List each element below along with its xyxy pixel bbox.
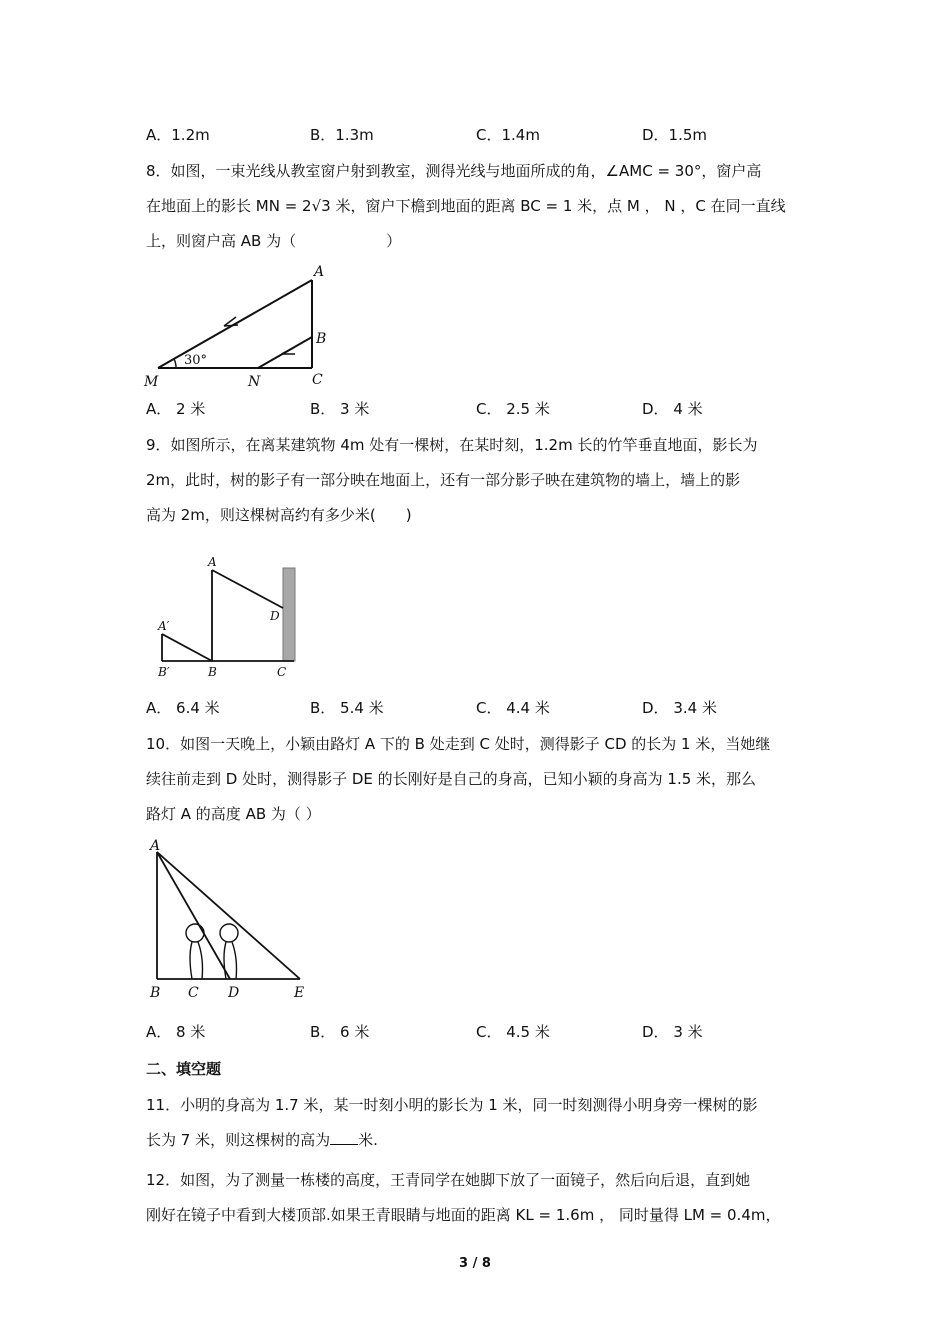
q10-options xyxy=(146,1021,846,1045)
q10-label-d: D xyxy=(228,985,240,1001)
q8-label-angle: 30° xyxy=(184,353,208,368)
q8-question xyxy=(146,154,811,259)
q10-question xyxy=(146,727,811,832)
q9-option-b[interactable]: B． 5.4 米 xyxy=(310,699,384,717)
q9-label-a: A xyxy=(208,555,217,569)
q10-option-d[interactable]: D． 3 米 xyxy=(642,1023,703,1041)
q10-option-c[interactable]: C． 4.5 米 xyxy=(476,1023,550,1041)
q10-label-e: E xyxy=(294,985,305,1001)
q8-line-2: 在地面上的影长 MN = 2√3 米，窗户下檐到地面的距离 BC = 1 米，点 M ， N ，C 在同一直线 xyxy=(146,197,786,215)
q9-option-c[interactable]: C． 4.4 米 xyxy=(476,699,550,717)
q8-line-1: 8．如图，一束光线从教室窗户射到教室，测得光线与地面所成的角，∠AMC = 30°，窗户高 xyxy=(146,162,762,180)
q9-wall xyxy=(283,568,295,661)
q8-label-n: N xyxy=(248,374,261,390)
q10-person-d xyxy=(220,924,238,979)
q11-line-2 xyxy=(146,1123,811,1158)
q8-label-c: C xyxy=(312,372,323,388)
q9-option-d[interactable]: D． 3.4 米 xyxy=(642,699,717,717)
q11-answer-blank[interactable] xyxy=(330,1130,358,1145)
q10-label-c: C xyxy=(188,985,199,1001)
section-title: 二、填空题 xyxy=(146,1060,222,1078)
q8-option-a[interactable]: A． 2 米 xyxy=(146,400,206,418)
q11-question xyxy=(146,1088,811,1158)
q8-figure xyxy=(140,262,340,392)
q9-options xyxy=(146,697,846,721)
q7-options xyxy=(146,124,846,148)
q7-option-c[interactable]: C．1.4m xyxy=(476,126,540,144)
q10-ray-ad xyxy=(157,852,230,979)
q7-option-a[interactable]: A．1.2m xyxy=(146,126,210,144)
q9-label-a1: A′ xyxy=(158,619,170,633)
q10-person-c xyxy=(186,924,204,979)
q9-label-b: B xyxy=(208,665,217,679)
q10-option-a[interactable]: A． 8 米 xyxy=(146,1023,206,1041)
q8-arrow-1 xyxy=(224,317,238,326)
q8-label-m: M xyxy=(144,374,159,390)
q8-label-b: B xyxy=(316,331,327,347)
q9-figure xyxy=(150,552,320,687)
page-number: 3 / 8 xyxy=(459,1256,491,1271)
q8-option-d[interactable]: D． 4 米 xyxy=(642,400,703,418)
q9-option-a[interactable]: A． 6.4 米 xyxy=(146,699,220,717)
q11-line-1: 11．小明的身高为 1.7 米，某一时刻小明的影长为 1 米，同一时刻测得小明身旁一棵树的影 xyxy=(146,1096,758,1114)
q10-label-b: B xyxy=(150,985,161,1001)
q9-line-2: 2m，此时，树的影子有一部分映在地面上，还有一部分影子映在建筑物的墙上，墙上的影 xyxy=(146,471,741,489)
q10-figure xyxy=(140,836,320,1006)
q9-line-3: 高为 2m，则这棵树高约有多少米( ) xyxy=(146,506,412,524)
q10-label-a: A xyxy=(150,838,161,854)
q10-line-1: 10．如图一天晚上，小颖由路灯 A 下的 B 处走到 C 处时，测得影子 CD 的长为 1 米，当她继 xyxy=(146,735,771,753)
q11-line-2-text: 长为 7 米，则这棵树的高为 xyxy=(146,1131,331,1149)
q9-label-b1: B′ xyxy=(158,665,170,679)
q12-line-1: 12．如图，为了测量一栋楼的高度，王青同学在她脚下放了一面镜子，然后向后退，直到她 xyxy=(146,1171,751,1189)
q12-question xyxy=(146,1163,811,1233)
q8-angle-arc xyxy=(174,359,176,368)
q7-option-b[interactable]: B．1.3m xyxy=(310,126,374,144)
q9-pole-shadow-ray xyxy=(162,634,212,661)
q8-line-3: 上，则窗户高 AB 为（ ） xyxy=(146,232,402,250)
q9-tree-shadow-ray xyxy=(212,570,283,608)
q10-ray-ae xyxy=(157,852,300,979)
q9-label-d: D xyxy=(270,609,280,623)
q9-question xyxy=(146,428,811,533)
q8-option-c[interactable]: C． 2.5 米 xyxy=(476,400,550,418)
q10-option-b[interactable]: B． 6 米 xyxy=(310,1023,370,1041)
q8-options xyxy=(146,398,846,422)
q12-line-2: 刚好在镜子中看到大楼顶部.如果王青眼睛与地面的距离 KL = 1.6m ， 同时量得 LM = 0.4m， xyxy=(146,1206,781,1224)
q10-line-2: 续往前走到 D 处时，测得影子 DE 的长刚好是自己的身高，已知小颖的身高为 1.5 米，那么 xyxy=(146,770,757,788)
q9-line-1: 9．如图所示，在离某建筑物 4m 处有一棵树，在某时刻，1.2m 长的竹竿垂直地面，影长为 xyxy=(146,436,758,454)
q9-label-c: C xyxy=(277,665,287,679)
q7-option-d[interactable]: D．1.5m xyxy=(642,126,708,144)
q8-label-a: A xyxy=(314,264,325,280)
q8-option-b[interactable]: B． 3 米 xyxy=(310,400,370,418)
q10-line-3: 路灯 A 的高度 AB 为（ ） xyxy=(146,805,321,823)
q11-line-2-unit: 米. xyxy=(358,1131,378,1149)
